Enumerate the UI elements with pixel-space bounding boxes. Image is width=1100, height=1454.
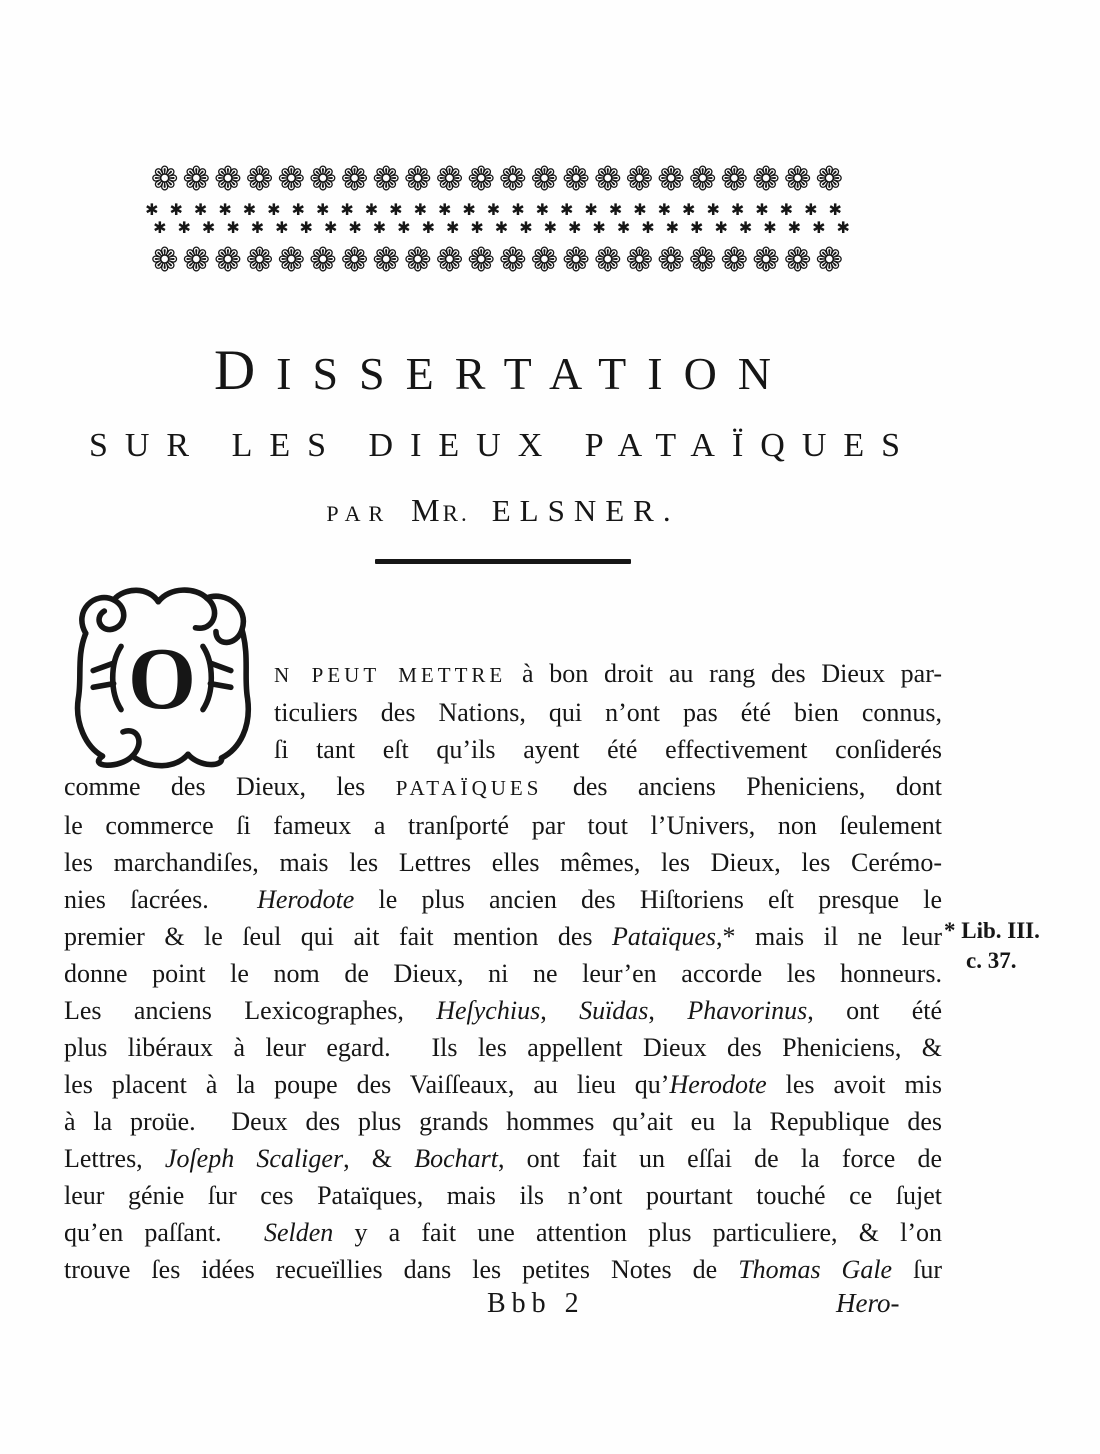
text-line: trouve ſes idées recueïllies dans les petites Notes de Thomas Gale ſur — [64, 1255, 942, 1284]
page-title: DISSERTATION — [213, 339, 793, 402]
author-name: ELSNER. — [491, 493, 680, 528]
text-line: le commerce ſi fameux a tranſporté par tout l’Univers, non ſeulement — [64, 811, 942, 840]
text-line: ticuliers des Nations, qui n’ont pas été bien connus, — [274, 698, 942, 727]
text-line: les marchandiſes, mais les Lettres elles mêmes, les Dieux, les Cerémo- — [64, 848, 942, 877]
signature-mark: Bbb 2 — [487, 1288, 585, 1319]
text-line: Lettres, Joſeph Scaliger, & Bochart, ont fait un eſſai de la force de — [64, 1144, 942, 1173]
text-line: plus libéraux à leur egard. Ils les appellent Dieux des Pheniciens, & — [64, 1033, 942, 1062]
text-line: ſi tant eſt qu’ils ayent été effectivement conſiderés — [274, 735, 942, 764]
title-block — [64, 339, 942, 563]
text-line: les placent à la poupe des Vaiſſeaux, au lieu qu’Herodote les avoit mis — [64, 1070, 943, 1099]
text-line: Les anciens Lexicographes, Heſychius, Suïdas, Phavorinus, ont été — [64, 996, 943, 1025]
text-line: nies ſacrées. Herodote le plus ancien des Hiſtoriens eſt presque le — [64, 885, 942, 914]
text-line: comme des Dieux, les PATAÏQUES des anciens Pheniciens, dont — [64, 772, 942, 801]
drop-cap-ornament — [64, 585, 260, 763]
margin-note-line-1: * Lib. III. — [944, 918, 1040, 943]
margin-note-line-2: c. 37. — [966, 948, 1017, 973]
catchword: Hero- — [836, 1288, 900, 1318]
text-line: N PEUT METTRE à bon droit au rang des Dieux par- — [274, 659, 943, 688]
opening-paragraph — [64, 585, 942, 1288]
author-mr: MR. — [411, 492, 470, 528]
author-line — [64, 492, 942, 529]
ornament-rosette-row-top: ❁❁❁❁❁❁❁❁❁❁❁❁❁❁❁❁❁❁❁❁❁❁ — [150, 159, 848, 198]
text-line: leur génie ſur ces Pataïques, mais ils n’ont pourtant touché ce ſujet — [64, 1181, 942, 1210]
text-line: premier & le ſeul qui ait fait mention des Pataïques,* mais il ne leur — [64, 922, 943, 951]
ornament-star-row-2: ✱✱✱✱✱✱✱✱✱✱✱✱✱✱✱✱✱✱✱✱✱✱✱✱✱✱✱✱✱ — [153, 218, 861, 237]
text-line: à la proüe. Deux des plus grands hommes qu’ait eu la Republique des — [64, 1107, 942, 1136]
author-par: PAR — [326, 501, 392, 526]
title-divider-rule — [375, 559, 631, 563]
text-line: qu’en paſſant. Selden y a fait une attention plus particuliere, & l’on — [64, 1218, 942, 1247]
header-ornament-band — [85, 156, 913, 282]
page-subtitle: SUR LES DIEUX PATAÏQUES — [88, 427, 918, 464]
margin-note — [944, 916, 1094, 976]
ornament-star-row-1: ✱✱✱✱✱✱✱✱✱✱✱✱✱✱✱✱✱✱✱✱✱✱✱✱✱✱✱✱✱ — [145, 200, 853, 219]
ornament-rosette-row-bottom: ❁❁❁❁❁❁❁❁❁❁❁❁❁❁❁❁❁❁❁❁❁❁ — [150, 240, 848, 279]
drop-cap-letter: O — [128, 629, 196, 727]
text-line: donne point le nom de Dieux, ni ne leur’en accorde les honneurs. — [64, 959, 942, 988]
